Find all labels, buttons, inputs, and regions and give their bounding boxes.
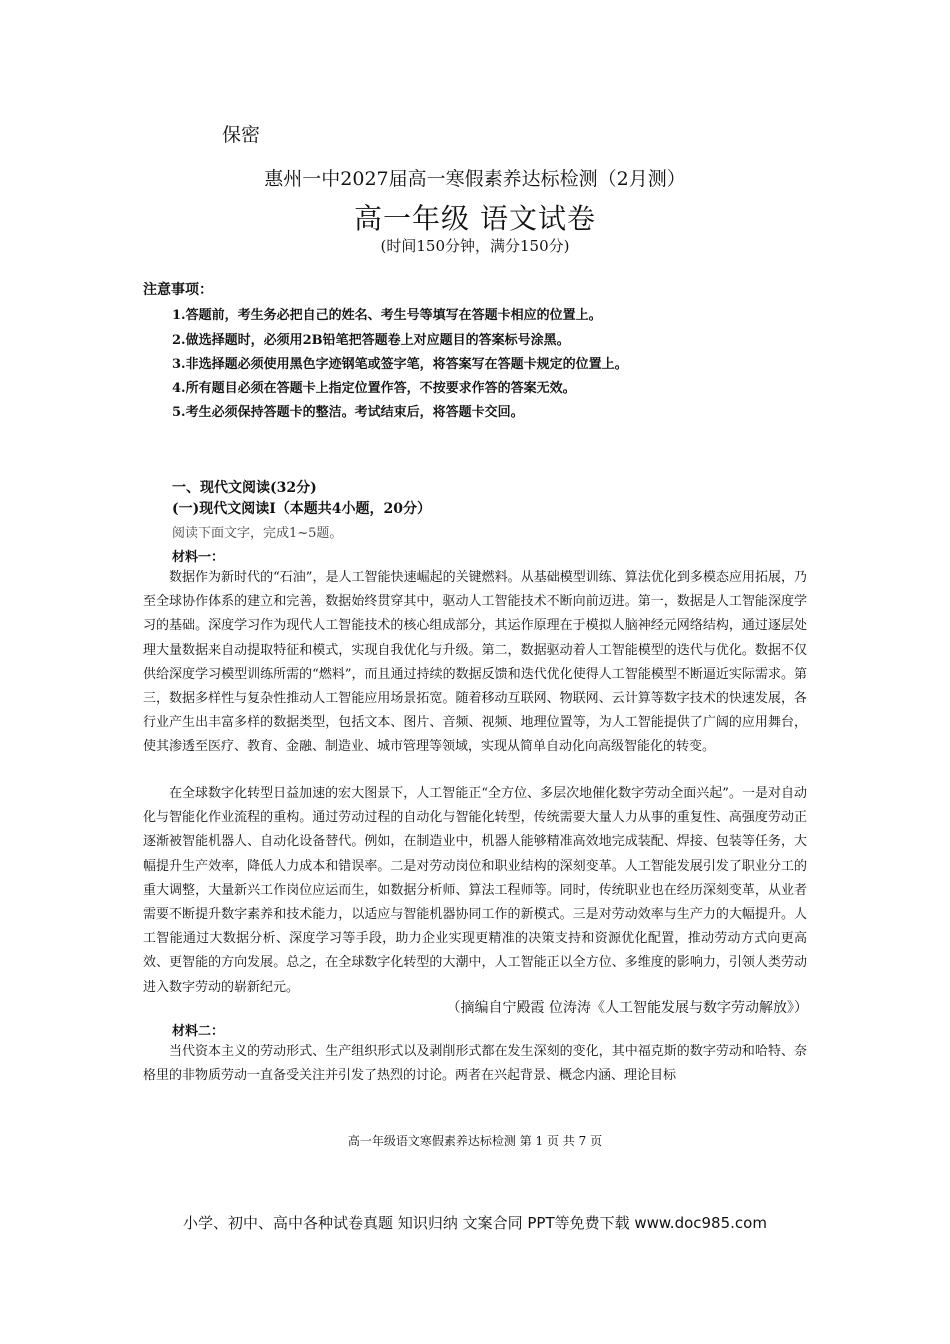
instruction-text: 阅读下面文字，完成1~5题。 — [172, 526, 343, 541]
download-ad-text: 小学、初中、高中各种试卷真题 知识归纳 文案合同 PPT等免费下载 www.doc985.com — [183, 1214, 767, 1232]
time-info: (时间150分钟，满分150分) — [380, 237, 570, 255]
notice-item: 5.考生必须保持答题卡的整洁。考试结束后，将答题卡交回。 — [172, 405, 524, 420]
material1-paragraph: 在全球数字化转型日益加速的宏大图景下，人工智能正“全方位、多层次地催化数字劳动全面兴起”。一是对自动化与智能化作业流程的重构。通过劳动过程的自动化与智能化转型，传统需要大量人力从事的重复性、高强度劳动正逐渐被智能机器人、自动化设备替代。例如，在制造业中，机器人能够精准高效地完成装配、焊接、包装等任务，大幅提升生产效率，降低人力成本和错误率。二是对劳动岗位和职业结构的深刻变革。人工智能发展引发了职业分工的重大调整，大量新兴工作岗位应运而生，如数据分析师、算法工程师等。同时，传统职业也在经历深刻变革，从业者需要不断提升数字素养和技术能力，以适应与智能机器协同工作的新模式。三是对劳动效率与生产力的大幅提升。人工智能通过大数据分析、深度学习等手段，助力企业实现更精准的决策支持和资源优化配置，推动劳动方式向更高效、更智能的方向发展。总之，在全球数字化转型的大潮中，人工智能正以全方位、多维度的影响力，引领人类劳动进入数字劳动的崭新纪元。 — [143, 786, 807, 995]
notice-item: 1.答题前，考生务必把自己的姓名、考生号等填写在答题卡相应的位置上。 — [172, 308, 602, 323]
material2-paragraph: 当代资本主义的劳动形式、生产组织形式以及剥削形式都在发生深刻的变化，其中福克斯的数字劳动和哈特、奈格里的非物质劳动一直备受关注并引发了热烈的讨论。两者在兴起背景、概念内涵、理论目标 — [143, 1044, 807, 1084]
material1-label: 材料一： — [172, 550, 225, 565]
notice-item: 4.所有题目必须在答题卡上指定位置作答，不按要求作答的答案无效。 — [172, 381, 576, 396]
material1-source: （摘编自宁殿霞 位涛涛《人工智能发展与数字劳动解放》） — [446, 1000, 808, 1016]
material1-paragraph: 数据作为新时代的“石油”，是人工智能快速崛起的关键燃料。从基础模型训练、算法优化到多模态应用拓展，乃至全球协作体系的建立和完善，数据始终贯穿其中，驱动人工智能技术不断向前迈进。第一，数据是人工智能深度学习的基础。深度学习作为现代人工智能技术的核心组成部分，其运作原理在于模拟人脑神经元网络结构，通过逐层处理大量数据来自动提取特征和模式，实现自我优化与升级。第二，数据驱动着人工智能模型的迭代与优化。数据不仅供给深度学习模型训练所需的“燃料”，而且通过持续的数据反馈和迭代优化使得人工智能模型不断逼近实际需求。第三，数据多样性与复杂性推动人工智能应用场景拓宽。随着移动互联网、物联网、云计算等数字技术的快速发展，各行业产生出丰富多样的数据类型，包括文本、图片、音频、视频、地理位置等，为人工智能提供了广阔的应用舞台，使其渗透至医疗、教育、金融、制造业、城市管理等领域，实现从简单自动化向高级智能化的转变。 — [143, 570, 807, 755]
notice-heading: 注意事项： — [143, 282, 213, 298]
notice-item: 2.做选择题时，必须用2B铅笔把答题卷上对应题目的答案标号涂黑。 — [172, 333, 570, 348]
confidential-label: 保密 — [222, 124, 261, 146]
material2-label: 材料二： — [172, 1024, 225, 1039]
section-title: 一、现代文阅读(32分) — [172, 480, 317, 496]
exam-title: 惠州一中2027届高一寒假素养达标检测（2月测） — [264, 168, 686, 190]
page-footer: 高一年级语文寒假素养达标检测 第 1 页 共 7 页 — [347, 1134, 603, 1148]
section-subtitle: (一)现代文阅读Ⅰ（本题共4小题，20分） — [172, 501, 432, 517]
subject-title: 高一年级 语文试卷 — [354, 202, 596, 235]
notice-item: 3.非选择题必须使用黑色字迹钢笔或签字笔，将答案写在答题卡规定的位置上。 — [172, 357, 628, 372]
